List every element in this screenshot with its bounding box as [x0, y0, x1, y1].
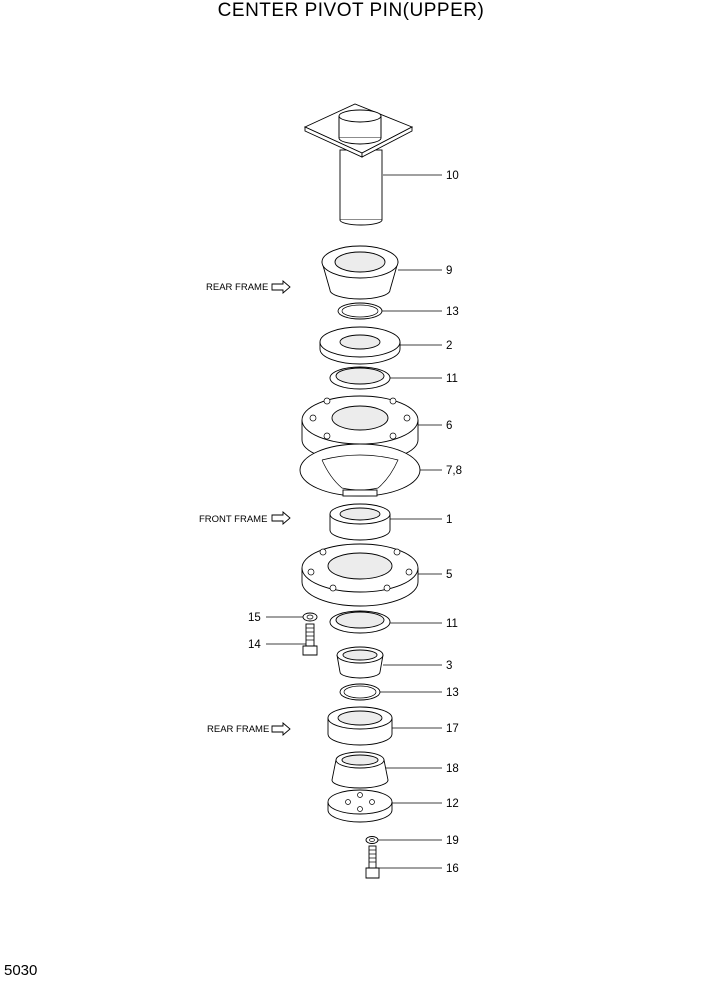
callout-12: 12: [446, 798, 459, 810]
arrow-rear-frame-bottom: [272, 723, 290, 735]
callout-17: 17: [446, 723, 459, 735]
arrow-rear-frame-top: [272, 281, 290, 293]
part-19-washer: [366, 837, 378, 844]
part-12-end-plate: [328, 790, 392, 822]
part-15-washer: [303, 613, 317, 621]
callout-1: 1: [446, 514, 453, 526]
callout-9: 9: [446, 265, 453, 277]
callout-11-lower: 11: [446, 618, 458, 630]
part-11-shim-lower: [330, 611, 390, 633]
callout-11-upper: 11: [446, 373, 458, 385]
callout-18: 18: [446, 763, 459, 775]
callout-3: 3: [446, 660, 453, 672]
callout-10: 10: [446, 170, 459, 182]
label-rear-frame-top: REAR FRAME: [206, 282, 269, 293]
part-1-bearing: [330, 504, 390, 540]
callout-13-lower: 13: [446, 687, 459, 699]
callout-7-8: 7,8: [446, 465, 462, 477]
part-17-collar: [328, 707, 392, 745]
label-rear-frame-bottom: REAR FRAME: [207, 724, 270, 735]
part-14-bolt: [303, 624, 317, 655]
callout-13-upper: 13: [446, 306, 459, 318]
callout-6: 6: [446, 420, 453, 432]
arrow-front-frame: [272, 512, 290, 524]
callout-14: 14: [248, 639, 261, 651]
callout-19: 19: [446, 835, 459, 847]
part-9-bushing: [322, 246, 398, 299]
callout-2: 2: [446, 340, 453, 352]
part-11-shim-upper: [330, 367, 390, 389]
part-2-washer: [320, 327, 400, 364]
part-10-pivot-pin: [305, 104, 412, 225]
callout-16: 16: [446, 863, 459, 875]
part-7-8-shim-plate: [300, 444, 420, 496]
diagram-title: CENTER PIVOT PIN(UPPER): [217, 0, 485, 21]
callout-15: 15: [248, 612, 261, 624]
part-3-bushing: [337, 647, 383, 678]
page-number: 5030: [4, 962, 38, 979]
part-5-flange: [302, 544, 418, 606]
part-16-bolt: [366, 846, 379, 878]
label-front-frame: FRONT FRAME: [199, 514, 268, 525]
callout-5: 5: [446, 569, 453, 581]
part-18-tapered-ring: [332, 752, 388, 788]
